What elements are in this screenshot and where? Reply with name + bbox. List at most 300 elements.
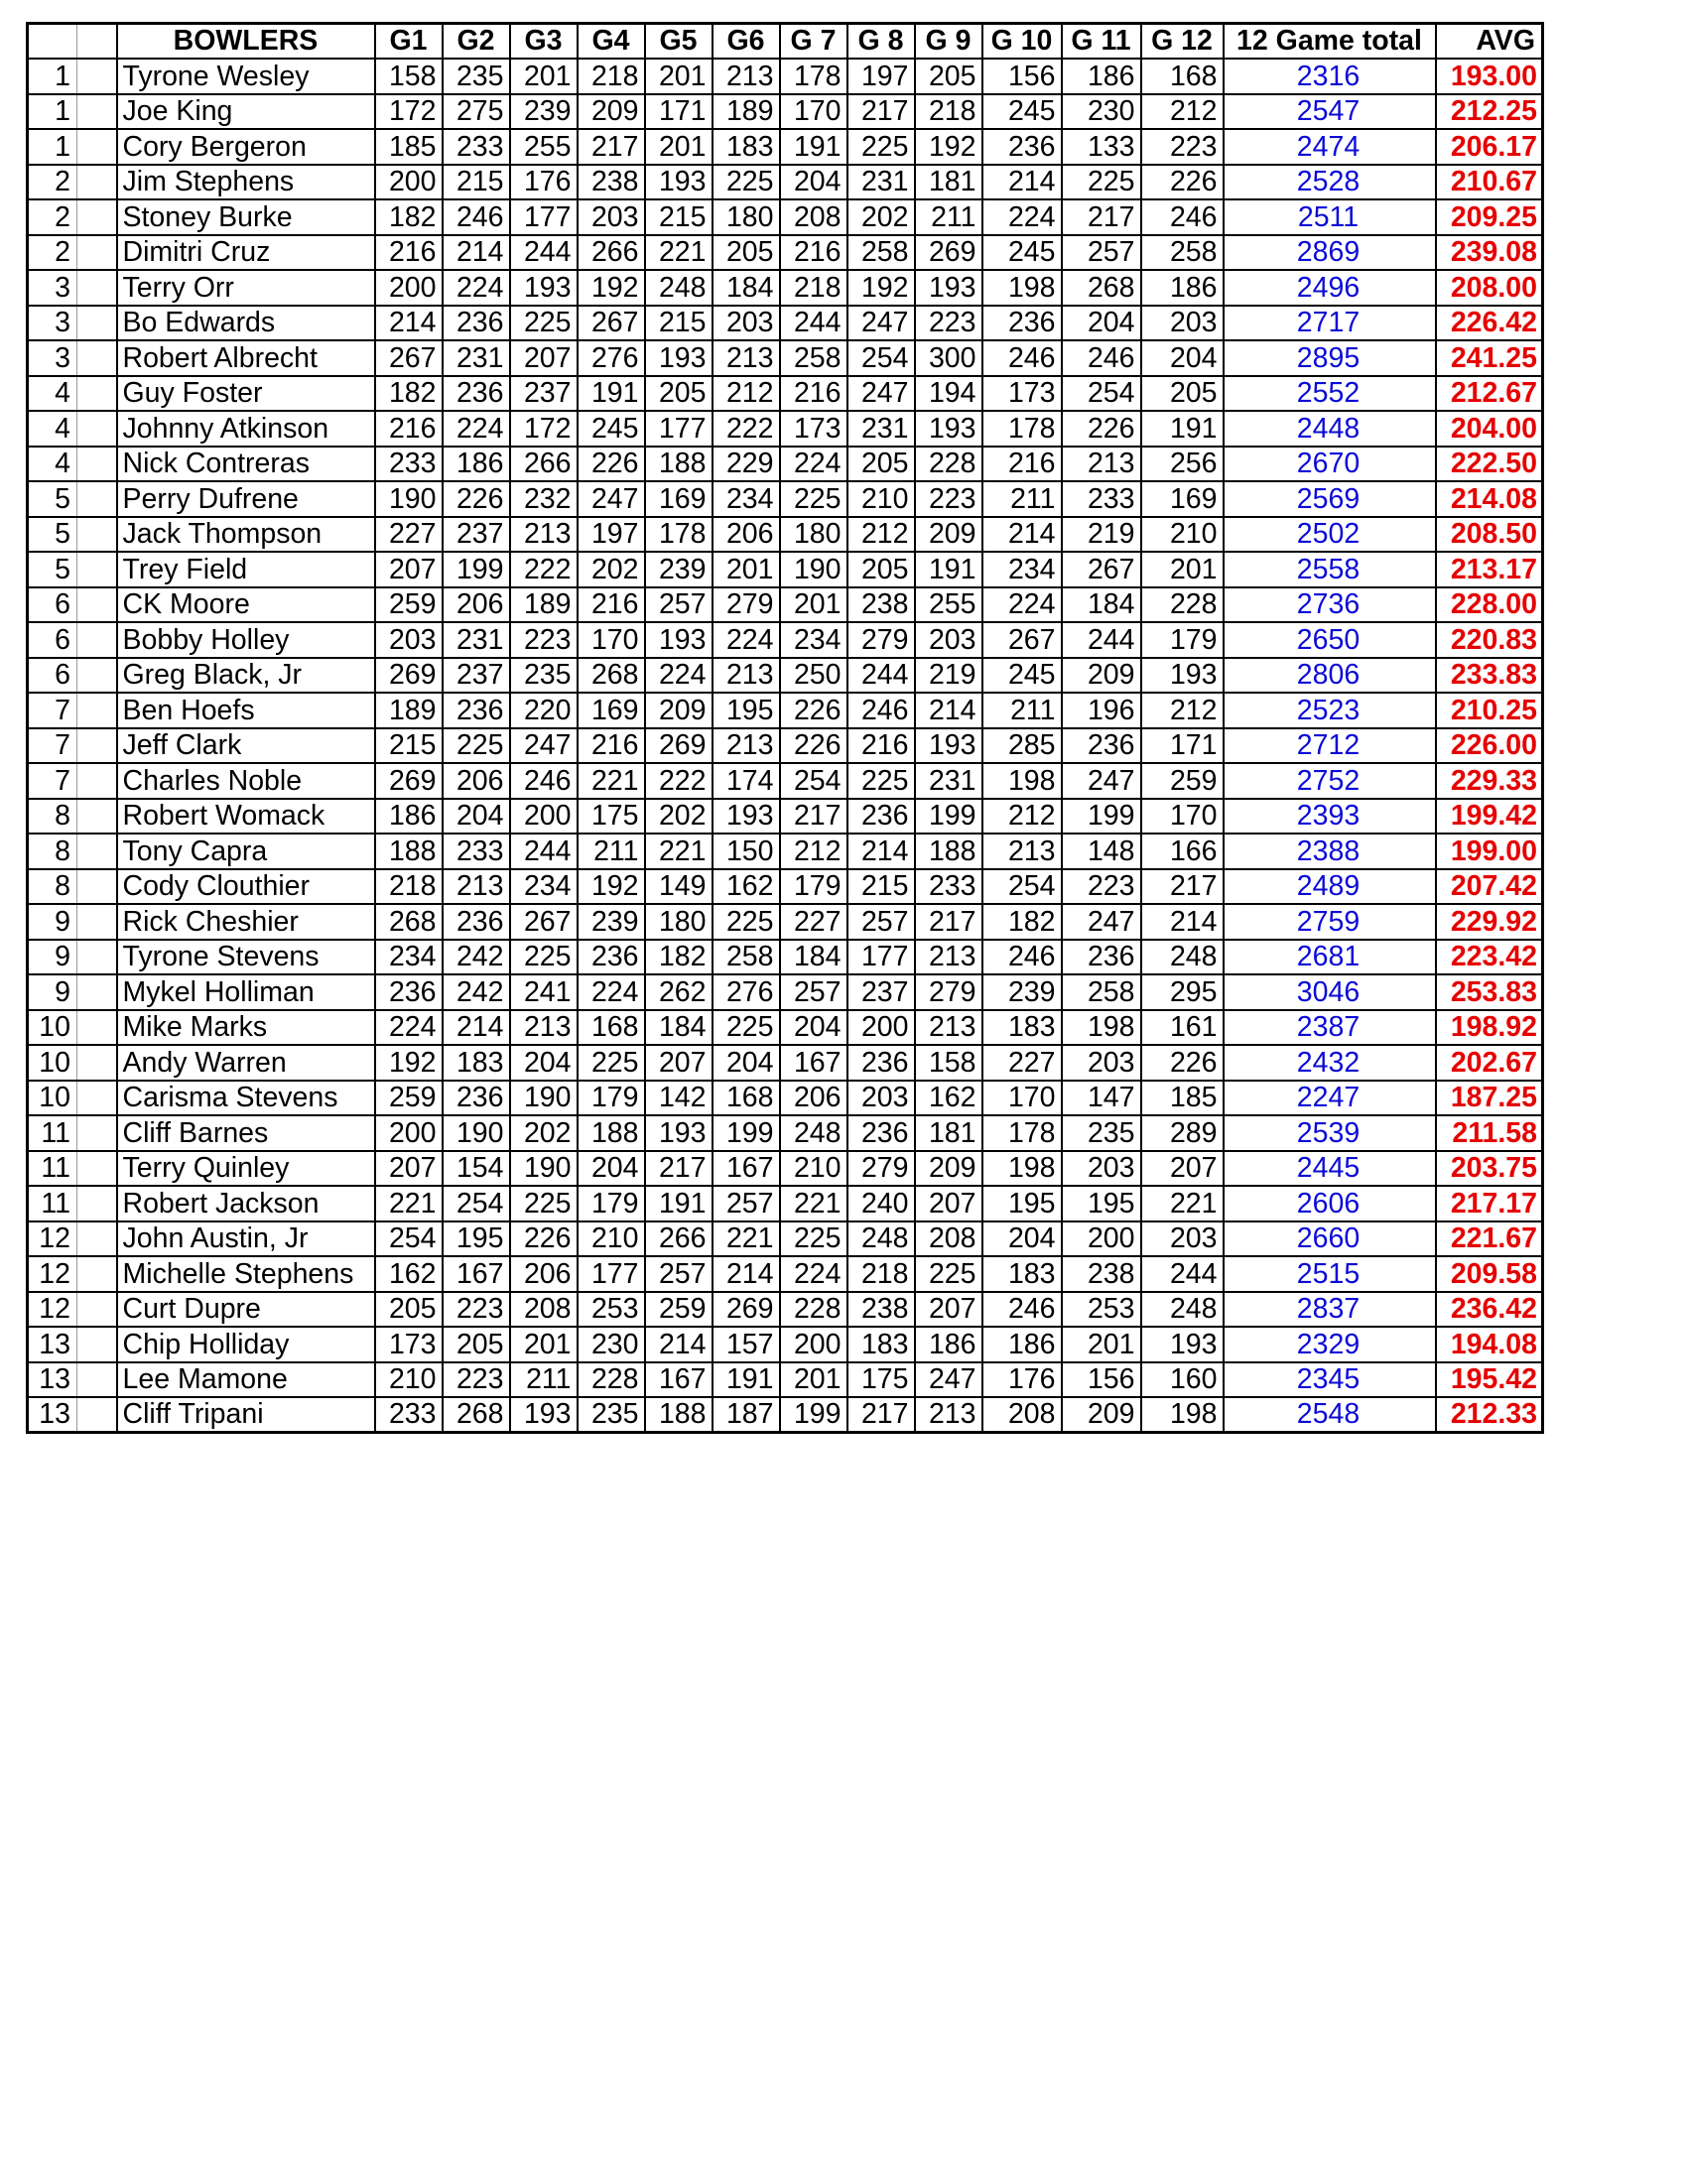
game-total-cell: 2393	[1224, 799, 1436, 835]
game-total-cell: 2759	[1224, 904, 1436, 940]
game-score-cell: 210	[578, 1221, 645, 1257]
game-score-cell: 162	[915, 1081, 982, 1116]
game-score-cell: 244	[847, 658, 915, 694]
game-score-cell: 215	[443, 165, 510, 200]
rank-cell: 11	[28, 1186, 77, 1221]
table-row	[28, 1292, 1543, 1328]
average-cell: 233.83	[1436, 658, 1543, 694]
game-score-cell: 244	[510, 235, 578, 271]
game-score-cell: 206	[780, 1081, 847, 1116]
game-score-cell: 229	[713, 447, 780, 482]
game-score-cell: 279	[713, 587, 780, 623]
average-cell: 194.08	[1436, 1327, 1543, 1362]
game-score-cell: 254	[1062, 376, 1141, 412]
average-cell: 199.42	[1436, 799, 1543, 835]
game-score-cell: 221	[780, 1186, 847, 1221]
game-score-cell: 238	[847, 1292, 915, 1328]
table-row	[28, 1081, 1543, 1116]
game-score-cell: 240	[847, 1186, 915, 1221]
game-score-cell: 259	[375, 587, 443, 623]
bowler-name-cell: Trey Field	[117, 552, 375, 587]
game-total-cell: 2569	[1224, 481, 1436, 517]
game-score-cell: 183	[713, 129, 780, 165]
game-score-cell: 236	[443, 376, 510, 412]
table-row	[28, 129, 1543, 165]
game-score-cell: 216	[578, 728, 645, 764]
average-cell: 229.33	[1436, 763, 1543, 799]
rank-cell: 5	[28, 481, 77, 517]
game-score-cell: 161	[1141, 1010, 1224, 1046]
game-score-cell: 236	[982, 306, 1062, 341]
game-score-cell: 191	[1141, 411, 1224, 447]
bowlers-score-table	[26, 22, 1544, 1434]
game-header: G2	[443, 24, 510, 60]
average-cell: 208.00	[1436, 270, 1543, 306]
game-score-cell: 204	[1062, 306, 1141, 341]
game-score-cell: 248	[645, 270, 713, 306]
game-score-cell: 245	[982, 658, 1062, 694]
table-row	[28, 1327, 1543, 1362]
game-score-cell: 225	[780, 1221, 847, 1257]
game-score-cell: 253	[1062, 1292, 1141, 1328]
table-row	[28, 869, 1543, 905]
game-score-cell: 193	[915, 411, 982, 447]
game-header: G3	[510, 24, 578, 60]
game-score-cell: 267	[510, 904, 578, 940]
game-score-cell: 268	[578, 658, 645, 694]
average-cell: 241.25	[1436, 340, 1543, 376]
game-score-cell: 257	[847, 904, 915, 940]
game-score-cell: 211	[578, 834, 645, 869]
game-score-cell: 223	[510, 622, 578, 658]
game-total-cell: 2660	[1224, 1221, 1436, 1257]
game-score-cell: 225	[1062, 165, 1141, 200]
game-score-cell: 180	[645, 904, 713, 940]
bowler-name-cell: Greg Black, Jr	[117, 658, 375, 694]
game-total-cell: 2316	[1224, 59, 1436, 94]
game-score-cell: 205	[713, 235, 780, 271]
game-score-cell: 208	[510, 1292, 578, 1328]
game-score-cell: 236	[847, 1115, 915, 1151]
game-score-cell: 248	[1141, 940, 1224, 975]
bowler-name-cell: Joe King	[117, 94, 375, 130]
game-score-cell: 171	[1141, 728, 1224, 764]
bowler-name-cell: Perry Dufrene	[117, 481, 375, 517]
table-row	[28, 658, 1543, 694]
spacer-cell	[77, 1115, 117, 1151]
game-score-cell: 168	[713, 1081, 780, 1116]
average-cell: 236.42	[1436, 1292, 1543, 1328]
game-header: G 8	[847, 24, 915, 60]
spacer-cell	[77, 693, 117, 728]
spacer-cell	[77, 306, 117, 341]
spacer-cell	[77, 1256, 117, 1292]
game-score-cell: 218	[915, 94, 982, 130]
average-cell: 214.08	[1436, 481, 1543, 517]
game-score-cell: 199	[1062, 799, 1141, 835]
game-total-cell: 2515	[1224, 1256, 1436, 1292]
game-score-cell: 244	[1141, 1256, 1224, 1292]
game-score-cell: 210	[1141, 517, 1224, 553]
bowler-name-cell: Robert Jackson	[117, 1186, 375, 1221]
game-score-cell: 258	[713, 940, 780, 975]
table-row	[28, 587, 1543, 623]
game-score-cell: 224	[982, 199, 1062, 235]
game-score-cell: 214	[982, 517, 1062, 553]
game-score-cell: 235	[510, 658, 578, 694]
game-score-cell: 186	[915, 1327, 982, 1362]
game-score-cell: 172	[375, 94, 443, 130]
game-score-cell: 193	[510, 1397, 578, 1433]
game-score-cell: 206	[443, 763, 510, 799]
game-score-cell: 201	[645, 59, 713, 94]
spacer-cell	[77, 587, 117, 623]
table-row	[28, 306, 1543, 341]
game-score-cell: 233	[443, 834, 510, 869]
game-score-cell: 167	[713, 1151, 780, 1187]
bowler-name-cell: Terry Orr	[117, 270, 375, 306]
game-score-cell: 225	[847, 129, 915, 165]
game-score-cell: 195	[443, 1221, 510, 1257]
game-score-cell: 167	[645, 1362, 713, 1398]
game-score-cell: 256	[1141, 447, 1224, 482]
game-score-cell: 201	[780, 587, 847, 623]
game-score-cell: 208	[915, 1221, 982, 1257]
header-row	[28, 24, 1543, 60]
spacer-cell	[77, 869, 117, 905]
table-row	[28, 165, 1543, 200]
game-score-cell: 254	[982, 869, 1062, 905]
game-score-cell: 228	[578, 1362, 645, 1398]
game-score-cell: 170	[578, 622, 645, 658]
game-score-cell: 266	[645, 1221, 713, 1257]
game-score-cell: 236	[982, 129, 1062, 165]
game-score-cell: 267	[1062, 552, 1141, 587]
game-score-cell: 217	[578, 129, 645, 165]
spacer-cell	[77, 1151, 117, 1187]
game-score-cell: 246	[982, 340, 1062, 376]
game-header: G4	[578, 24, 645, 60]
rank-cell: 7	[28, 763, 77, 799]
spacer-cell	[77, 481, 117, 517]
game-score-cell: 206	[443, 587, 510, 623]
game-score-cell: 208	[780, 199, 847, 235]
game-score-cell: 203	[915, 622, 982, 658]
game-score-cell: 245	[982, 235, 1062, 271]
game-total-cell: 2548	[1224, 1397, 1436, 1433]
game-score-cell: 179	[780, 869, 847, 905]
game-score-cell: 178	[982, 411, 1062, 447]
game-score-cell: 231	[915, 763, 982, 799]
game-score-cell: 204	[780, 1010, 847, 1046]
spacer-cell	[77, 94, 117, 130]
game-score-cell: 257	[1062, 235, 1141, 271]
game-score-cell: 224	[375, 1010, 443, 1046]
bowler-name-cell: Dimitri Cruz	[117, 235, 375, 271]
game-score-cell: 214	[645, 1327, 713, 1362]
game-score-cell: 169	[645, 481, 713, 517]
game-score-cell: 195	[1062, 1186, 1141, 1221]
game-total-cell: 2606	[1224, 1186, 1436, 1221]
game-score-cell: 254	[780, 763, 847, 799]
game-score-cell: 173	[982, 376, 1062, 412]
game-total-cell: 2247	[1224, 1081, 1436, 1116]
game-score-cell: 246	[1062, 340, 1141, 376]
game-score-cell: 188	[578, 1115, 645, 1151]
game-score-cell: 276	[578, 340, 645, 376]
game-score-cell: 158	[915, 1045, 982, 1081]
table-row	[28, 481, 1543, 517]
table-row	[28, 1397, 1543, 1433]
game-score-cell: 254	[847, 340, 915, 376]
game-score-cell: 248	[847, 1221, 915, 1257]
game-score-cell: 205	[1141, 376, 1224, 412]
game-score-cell: 237	[847, 974, 915, 1010]
game-score-cell: 224	[780, 447, 847, 482]
game-score-cell: 212	[847, 517, 915, 553]
game-score-cell: 267	[375, 340, 443, 376]
game-score-cell: 173	[780, 411, 847, 447]
game-score-cell: 192	[578, 270, 645, 306]
game-score-cell: 246	[510, 763, 578, 799]
game-score-cell: 234	[375, 940, 443, 975]
game-score-cell: 244	[1062, 622, 1141, 658]
game-score-cell: 234	[510, 869, 578, 905]
game-score-cell: 247	[847, 376, 915, 412]
game-score-cell: 247	[578, 481, 645, 517]
rank-cell: 2	[28, 199, 77, 235]
rank-cell: 8	[28, 869, 77, 905]
average-cell: 209.58	[1436, 1256, 1543, 1292]
game-score-cell: 217	[1062, 199, 1141, 235]
rank-cell: 7	[28, 728, 77, 764]
game-score-cell: 176	[982, 1362, 1062, 1398]
bowler-name-cell: Cliff Barnes	[117, 1115, 375, 1151]
game-score-cell: 193	[510, 270, 578, 306]
game-score-cell: 200	[780, 1327, 847, 1362]
game-score-cell: 246	[982, 940, 1062, 975]
game-score-cell: 204	[982, 1221, 1062, 1257]
spacer-cell	[77, 340, 117, 376]
game-score-cell: 182	[982, 904, 1062, 940]
game-score-cell: 182	[375, 199, 443, 235]
game-score-cell: 214	[375, 306, 443, 341]
game-score-cell: 211	[982, 693, 1062, 728]
game-score-cell: 203	[578, 199, 645, 235]
rank-cell: 4	[28, 411, 77, 447]
game-score-cell: 188	[645, 1397, 713, 1433]
game-score-cell: 244	[780, 306, 847, 341]
game-total-cell: 2502	[1224, 517, 1436, 553]
game-score-cell: 210	[780, 1151, 847, 1187]
game-score-cell: 206	[510, 1256, 578, 1292]
rank-cell: 11	[28, 1115, 77, 1151]
game-score-cell: 206	[713, 517, 780, 553]
spacer-cell	[77, 763, 117, 799]
rank-cell: 3	[28, 306, 77, 341]
game-score-cell: 189	[375, 693, 443, 728]
game-score-cell: 203	[713, 306, 780, 341]
game-score-cell: 231	[443, 340, 510, 376]
game-score-cell: 204	[578, 1151, 645, 1187]
game-score-cell: 149	[645, 869, 713, 905]
game-header: G 12	[1141, 24, 1224, 60]
game-score-cell: 191	[578, 376, 645, 412]
game-score-cell: 133	[1062, 129, 1141, 165]
game-score-cell: 213	[443, 869, 510, 905]
game-score-cell: 224	[443, 411, 510, 447]
game-score-cell: 269	[645, 728, 713, 764]
game-total-cell: 2445	[1224, 1151, 1436, 1187]
table-row	[28, 1186, 1543, 1221]
game-score-cell: 262	[645, 974, 713, 1010]
game-score-cell: 279	[847, 622, 915, 658]
game-score-cell: 193	[645, 340, 713, 376]
game-score-cell: 183	[982, 1256, 1062, 1292]
game-score-cell: 246	[1141, 199, 1224, 235]
game-score-cell: 190	[510, 1081, 578, 1116]
game-total-cell: 2388	[1224, 834, 1436, 869]
game-score-cell: 191	[780, 129, 847, 165]
bowler-name-cell: John Austin, Jr	[117, 1221, 375, 1257]
game-score-cell: 203	[1062, 1151, 1141, 1187]
game-score-cell: 203	[847, 1081, 915, 1116]
table-row	[28, 94, 1543, 130]
game-score-cell: 154	[443, 1151, 510, 1187]
game-score-cell: 223	[1062, 869, 1141, 905]
game-score-cell: 193	[645, 165, 713, 200]
game-score-cell: 167	[780, 1045, 847, 1081]
game-score-cell: 212	[780, 834, 847, 869]
average-cell: 212.33	[1436, 1397, 1543, 1433]
game-score-cell: 269	[713, 1292, 780, 1328]
game-score-cell: 184	[780, 940, 847, 975]
bowler-name-cell: Charles Noble	[117, 763, 375, 799]
game-score-cell: 228	[780, 1292, 847, 1328]
game-score-cell: 148	[1062, 834, 1141, 869]
game-score-cell: 179	[578, 1081, 645, 1116]
total-header: 12 Game total	[1224, 24, 1436, 60]
game-score-cell: 213	[713, 658, 780, 694]
game-score-cell: 198	[1062, 1010, 1141, 1046]
game-score-cell: 221	[645, 834, 713, 869]
game-score-cell: 213	[915, 1010, 982, 1046]
game-score-cell: 177	[645, 411, 713, 447]
game-header: G 10	[982, 24, 1062, 60]
game-total-cell: 2869	[1224, 235, 1436, 271]
game-score-cell: 268	[443, 1397, 510, 1433]
game-score-cell: 182	[375, 376, 443, 412]
game-score-cell: 221	[578, 763, 645, 799]
game-score-cell: 200	[1062, 1221, 1141, 1257]
game-score-cell: 209	[915, 517, 982, 553]
spacer-cell	[77, 376, 117, 412]
game-score-cell: 225	[578, 1045, 645, 1081]
rank-cell: 11	[28, 1151, 77, 1187]
game-score-cell: 182	[645, 940, 713, 975]
spacer-cell	[77, 1362, 117, 1398]
spacer-cell	[77, 235, 117, 271]
rank-cell: 2	[28, 165, 77, 200]
game-score-cell: 188	[915, 834, 982, 869]
game-score-cell: 185	[1141, 1081, 1224, 1116]
average-cell: 222.50	[1436, 447, 1543, 482]
game-score-cell: 193	[1141, 658, 1224, 694]
game-score-cell: 245	[578, 411, 645, 447]
game-score-cell: 190	[780, 552, 847, 587]
table-row	[28, 376, 1543, 412]
table-row	[28, 1045, 1543, 1081]
spacer-cell	[77, 447, 117, 482]
game-score-cell: 180	[780, 517, 847, 553]
spacer-cell	[77, 552, 117, 587]
table-row	[28, 622, 1543, 658]
game-score-cell: 204	[443, 799, 510, 835]
game-score-cell: 285	[982, 728, 1062, 764]
game-score-cell: 230	[578, 1327, 645, 1362]
average-cell: 228.00	[1436, 587, 1543, 623]
game-score-cell: 179	[578, 1186, 645, 1221]
game-score-cell: 191	[713, 1362, 780, 1398]
game-score-cell: 212	[982, 799, 1062, 835]
game-total-cell: 2752	[1224, 763, 1436, 799]
game-score-cell: 233	[1062, 481, 1141, 517]
game-score-cell: 212	[1141, 94, 1224, 130]
game-score-cell: 242	[443, 940, 510, 975]
game-score-cell: 193	[915, 270, 982, 306]
spacer-cell	[77, 974, 117, 1010]
game-score-cell: 205	[375, 1292, 443, 1328]
game-score-cell: 236	[847, 1045, 915, 1081]
game-score-cell: 200	[510, 799, 578, 835]
rank-header	[28, 24, 77, 60]
rank-cell: 13	[28, 1362, 77, 1398]
spacer-cell	[77, 59, 117, 94]
game-score-cell: 258	[780, 340, 847, 376]
bowler-name-cell: Mike Marks	[117, 1010, 375, 1046]
game-score-cell: 279	[847, 1151, 915, 1187]
bowler-name-cell: Michelle Stephens	[117, 1256, 375, 1292]
game-score-cell: 225	[780, 481, 847, 517]
game-score-cell: 183	[847, 1327, 915, 1362]
game-score-cell: 234	[713, 481, 780, 517]
rank-cell: 4	[28, 447, 77, 482]
game-total-cell: 2670	[1224, 447, 1436, 482]
game-score-cell: 199	[713, 1115, 780, 1151]
table-row	[28, 904, 1543, 940]
game-score-cell: 257	[645, 1256, 713, 1292]
game-score-cell: 213	[915, 940, 982, 975]
game-score-cell: 186	[1062, 59, 1141, 94]
game-total-cell: 2448	[1224, 411, 1436, 447]
game-score-cell: 204	[713, 1045, 780, 1081]
rank-cell: 12	[28, 1292, 77, 1328]
rank-cell: 9	[28, 904, 77, 940]
game-score-cell: 258	[1062, 974, 1141, 1010]
spacer-header	[77, 24, 117, 60]
game-score-cell: 246	[982, 1292, 1062, 1328]
game-score-cell: 223	[443, 1292, 510, 1328]
bowler-name-cell: Johnny Atkinson	[117, 411, 375, 447]
average-cell: 204.00	[1436, 411, 1543, 447]
game-score-cell: 214	[443, 235, 510, 271]
game-score-cell: 224	[982, 587, 1062, 623]
game-total-cell: 2650	[1224, 622, 1436, 658]
average-cell: 226.00	[1436, 728, 1543, 764]
game-total-cell: 2496	[1224, 270, 1436, 306]
game-score-cell: 214	[443, 1010, 510, 1046]
game-score-cell: 170	[780, 94, 847, 130]
